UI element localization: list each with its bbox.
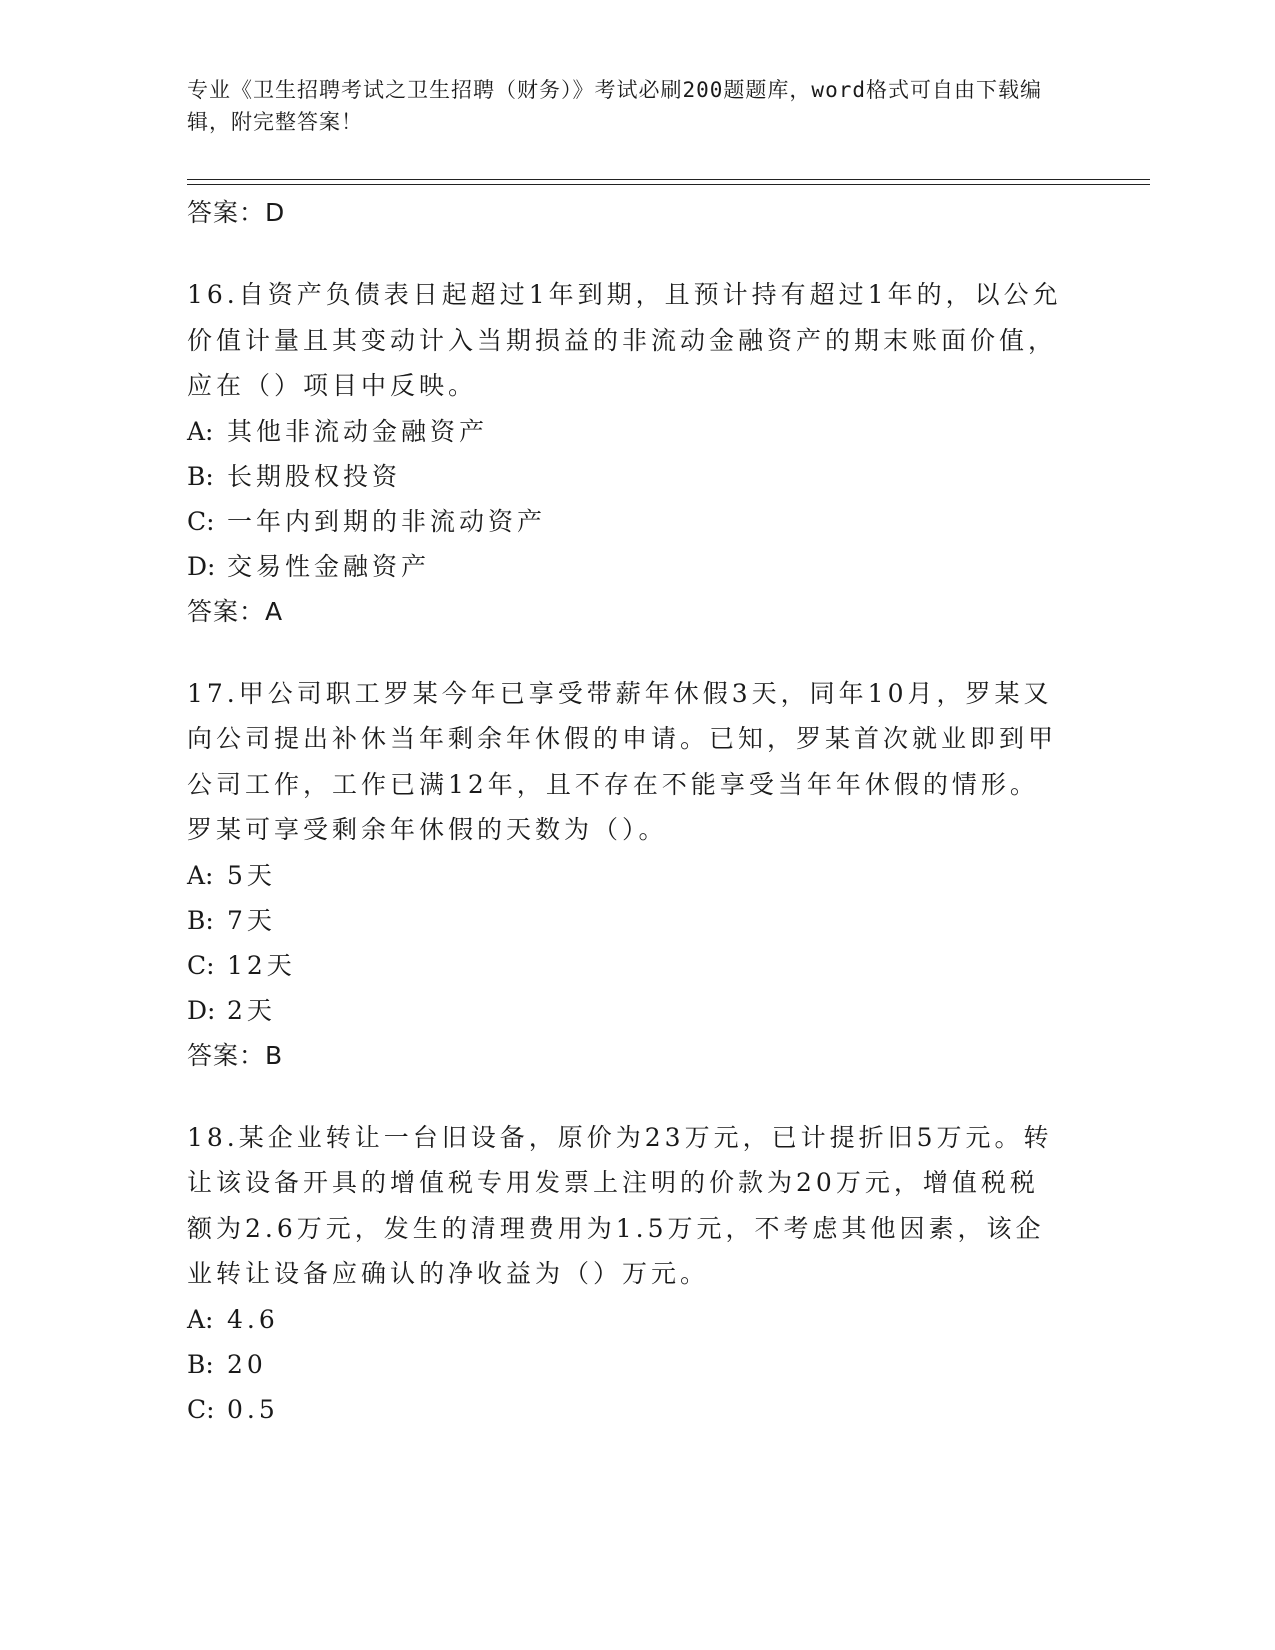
option-text: 5天 <box>227 860 276 890</box>
question-stem: 18.某企业转让一台旧设备，原价为23万元，已计提折旧5万元。转让该设备开具的增值税专用发票上注明的价款为20万元，增值税税额为2.6万元，发生的清理费用为1.5万元，不考虑其他因素，该企业转让设备应确认的净收益为（）万元。 <box>187 1122 1053 1288</box>
answer-line: 答案：B <box>187 1040 284 1070</box>
answer-line: 答案：A <box>187 596 284 626</box>
option-text: 2天 <box>227 995 276 1025</box>
answer-line: 答案：D <box>187 198 286 227</box>
question-17 <box>187 671 1087 1079</box>
option-a <box>187 853 1087 898</box>
option-text: 0.5 <box>227 1394 279 1424</box>
option-label: A: <box>187 416 214 446</box>
option-b <box>187 898 1087 943</box>
option-label: B: <box>187 1349 214 1379</box>
option-label: B: <box>187 461 214 491</box>
option-text: 长期股权投资 <box>227 461 402 491</box>
option-label: C: <box>187 506 215 536</box>
option-d <box>187 988 1087 1033</box>
option-label: B: <box>187 905 214 935</box>
option-text: 一年内到期的非流动资产 <box>227 506 547 536</box>
question-18 <box>187 1115 1087 1432</box>
option-a <box>187 409 1087 454</box>
option-text: 其他非流动金融资产 <box>227 416 489 446</box>
question-list <box>187 190 1087 1432</box>
option-b <box>187 1342 1087 1387</box>
option-label: C: <box>187 1394 215 1424</box>
option-label: D: <box>187 551 216 581</box>
option-c <box>187 499 1087 544</box>
option-label: C: <box>187 950 215 980</box>
option-d <box>187 544 1087 589</box>
option-text: 交易性金融资产 <box>227 551 431 581</box>
option-c <box>187 943 1087 988</box>
option-text: 20 <box>227 1349 267 1379</box>
header-divider-bottom <box>187 184 1150 185</box>
option-text: 7天 <box>227 905 276 935</box>
option-b <box>187 454 1087 499</box>
question-stem: 16.自资产负债表日起超过1年到期，且预计持有超过1年的，以公允价值计量且其变动计入当期损益的非流动金融资产的期末账面价值，应在（）项目中反映。 <box>187 280 1062 400</box>
option-label: A: <box>187 860 214 890</box>
question-16 <box>187 272 1087 635</box>
option-text: 12天 <box>227 950 296 980</box>
option-label: D: <box>187 995 216 1025</box>
question-stem: 17.甲公司职工罗某今年已享受带薪年休假3天，同年10月，罗某又向公司提出补休当年剩余年休假的申请。已知，罗某首次就业即到甲公司工作，工作已满12年，且不存在不能享受当年年休假的情形。罗某可享受剩余年休假的天数为（）。 <box>187 678 1058 844</box>
option-label: A: <box>187 1304 214 1334</box>
option-text: 4.6 <box>227 1304 279 1334</box>
option-a <box>187 1297 1087 1342</box>
header-divider-top <box>187 179 1150 180</box>
option-c <box>187 1387 1087 1432</box>
document-header: 专业《卫生招聘考试之卫生招聘（财务）》考试必刷200题题库，word格式可自由下载编辑，附完整答案！ <box>187 78 1042 134</box>
